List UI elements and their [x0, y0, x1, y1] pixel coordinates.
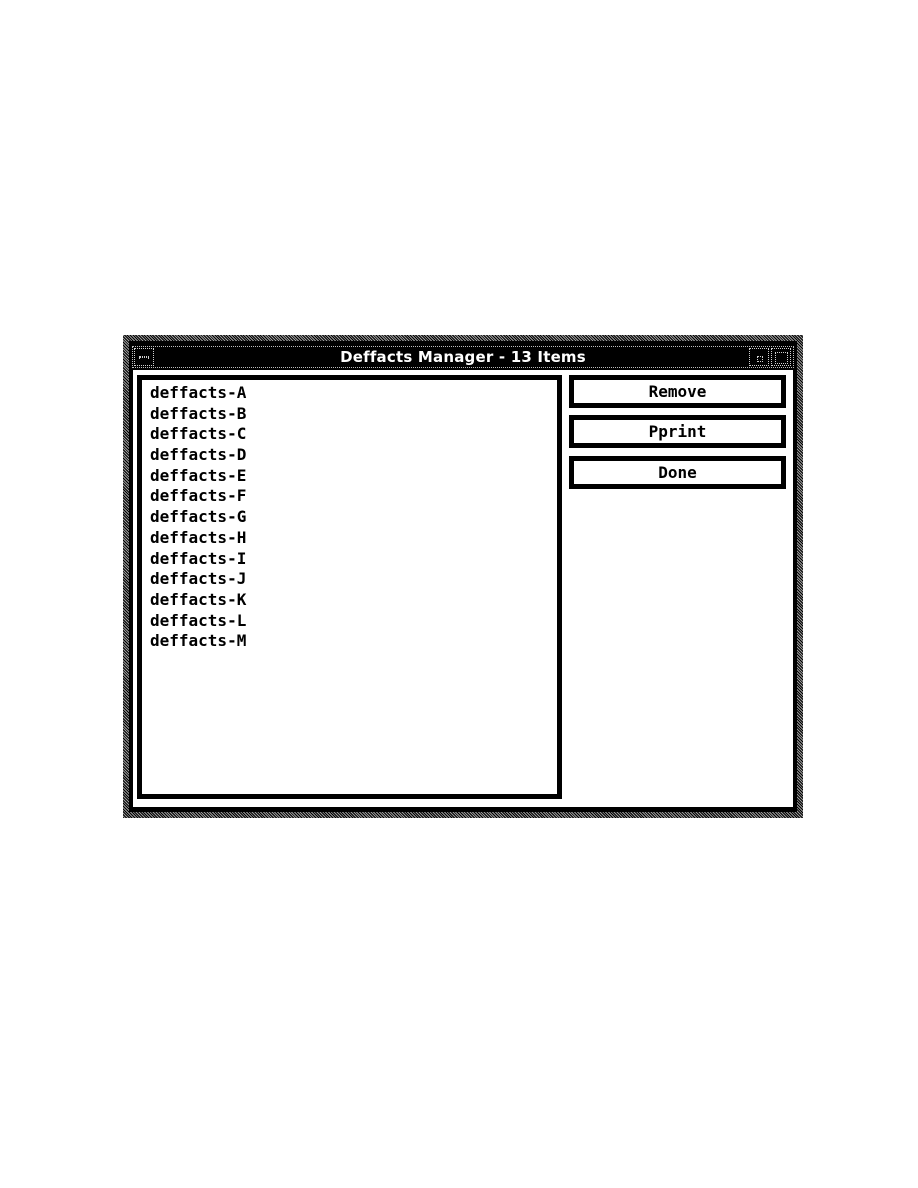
pprint-button[interactable]: Pprint: [569, 415, 786, 448]
window-client-area: [133, 370, 793, 807]
minimize-icon[interactable]: [749, 348, 769, 366]
list-item[interactable]: deffacts-M: [150, 631, 247, 651]
title-bar[interactable]: [132, 346, 794, 368]
done-button[interactable]: Done: [569, 456, 786, 489]
list-item[interactable]: deffacts-I: [150, 548, 247, 568]
list-item[interactable]: deffacts-A: [150, 383, 247, 402]
remove-button[interactable]: Remove: [569, 375, 786, 408]
list-item[interactable]: deffacts-J: [150, 569, 247, 589]
list-item[interactable]: deffacts-H: [150, 527, 247, 547]
deffacts-list[interactable]: [137, 375, 562, 799]
list-item[interactable]: deffacts-C: [150, 424, 247, 444]
maximize-icon[interactable]: [771, 348, 791, 366]
deffacts-manager-window: [123, 335, 803, 818]
list-item[interactable]: deffacts-E: [150, 465, 247, 485]
list-item[interactable]: deffacts-L: [150, 610, 247, 630]
list-item[interactable]: deffacts-K: [150, 589, 247, 609]
list-item[interactable]: deffacts-F: [150, 486, 247, 506]
list-item[interactable]: deffacts-D: [150, 445, 247, 465]
window-title: Deffacts Manager - 13 Items: [340, 348, 586, 366]
list-item[interactable]: deffacts-B: [150, 403, 247, 423]
list-item[interactable]: deffacts-G: [150, 507, 247, 527]
